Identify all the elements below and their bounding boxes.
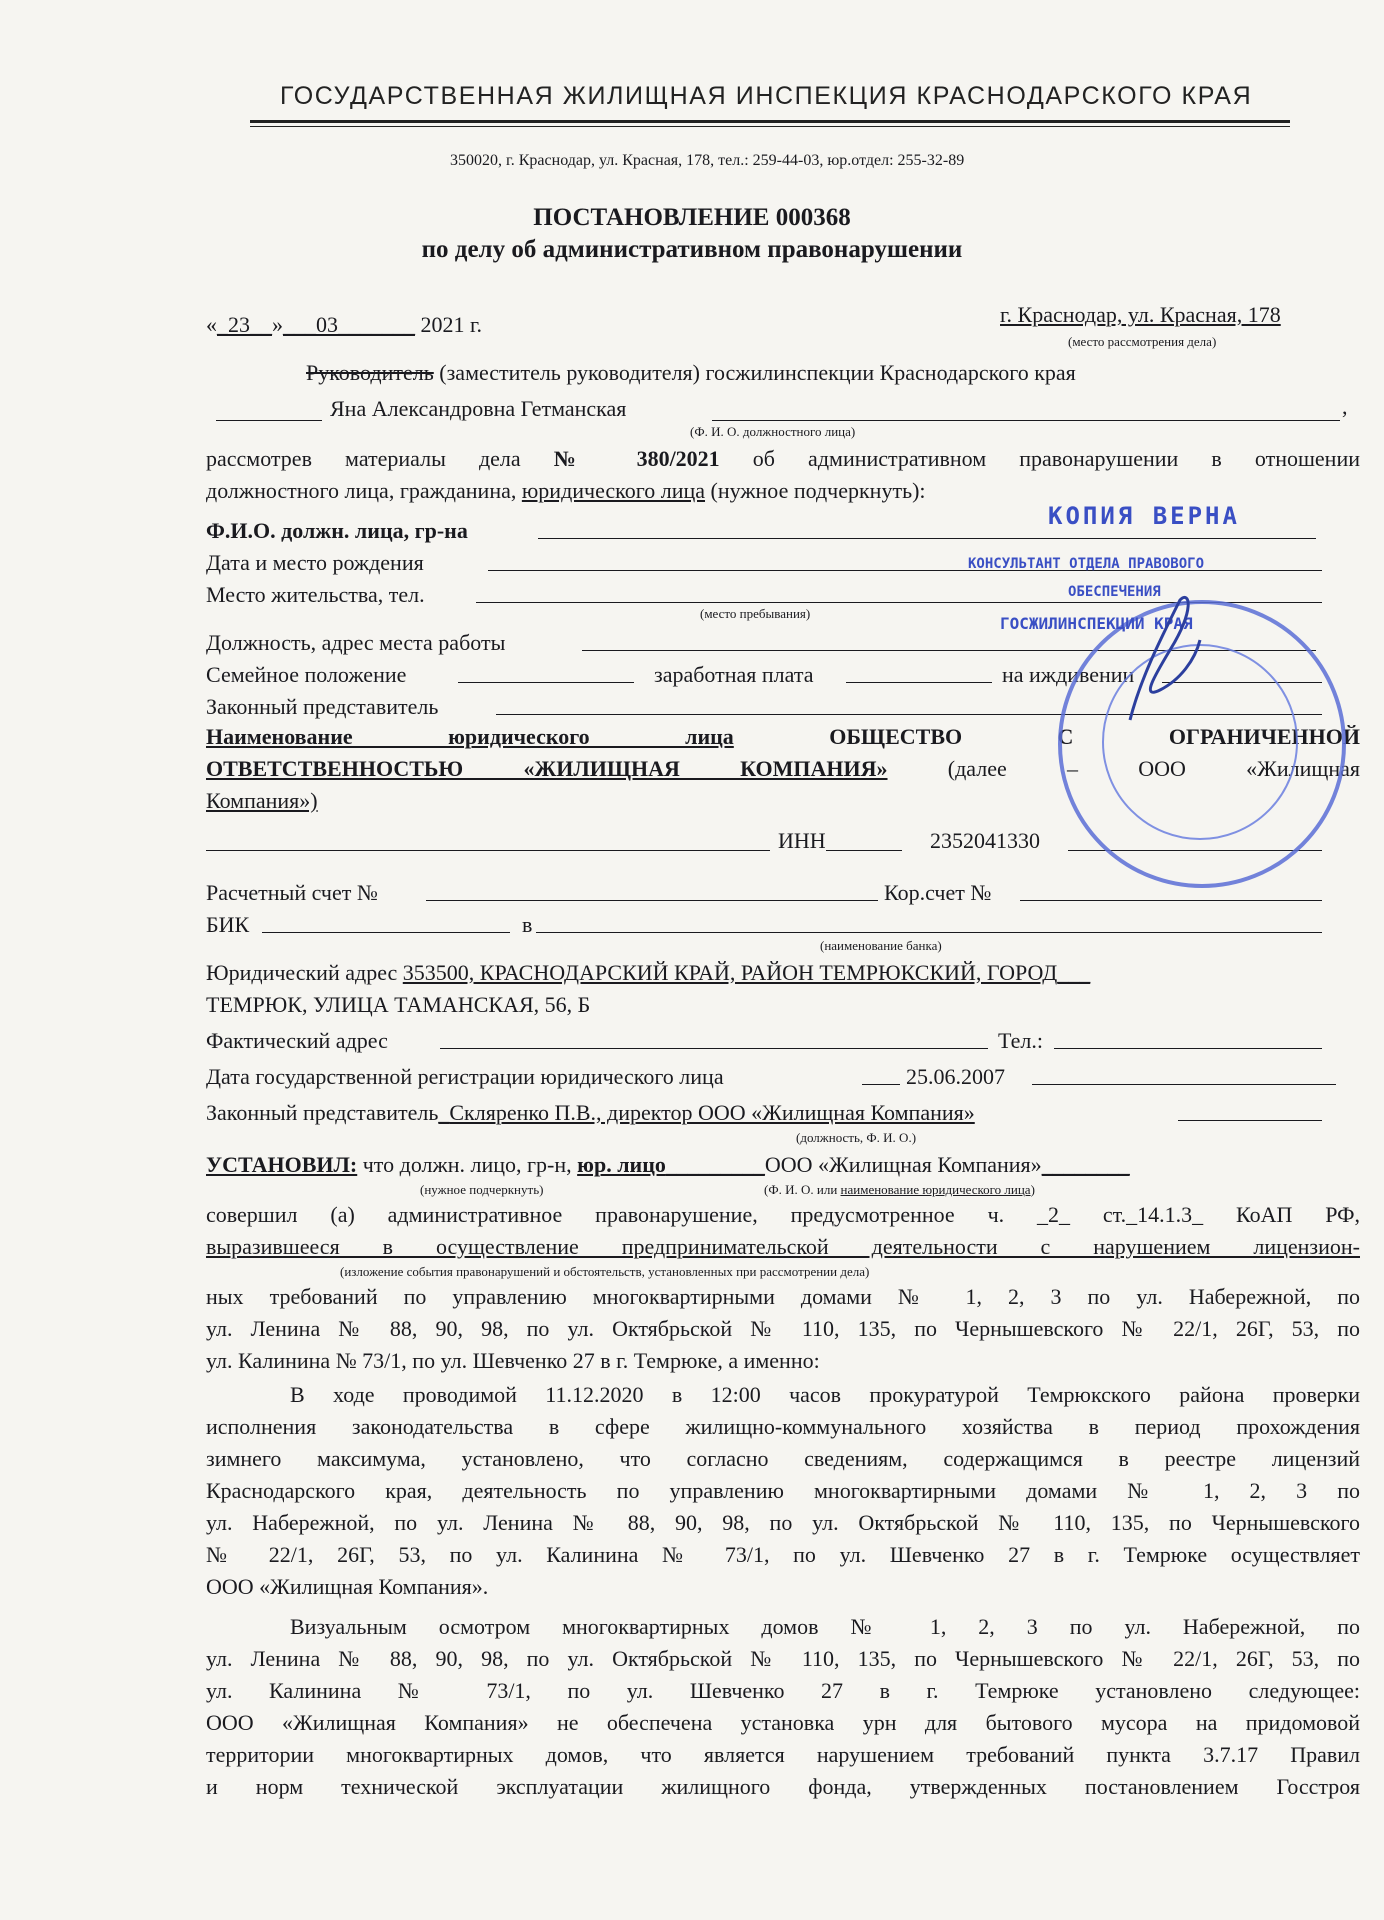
violation-line-3: ных требований по управлению многоквартирными домами № 1, 2, 3 по ул. Набережной, по: [206, 1284, 1360, 1309]
account-line: [426, 900, 878, 901]
official-comma: ,: [1342, 394, 1348, 419]
para1-line: исполнения законодательства в сфере жилищно-коммунального хозяйства в период прохождения: [206, 1414, 1360, 1439]
tel-label: Тел.:: [998, 1028, 1043, 1053]
official-blank-line: [216, 420, 322, 421]
intro-line-1: рассмотрев материалы дела № 380/2021 об административном правонарушении в отношении: [206, 446, 1360, 471]
stamp-consultant: КОНСУЛЬТАНТ ОТДЕЛА ПРАВОВОГО: [968, 556, 1205, 572]
tel-line: [1054, 1048, 1322, 1049]
stamp-support: ОБЕСПЕЧЕНИЯ: [1068, 584, 1161, 600]
legal-name-line-2: ОТВЕТСТВЕННОСТЬЮ «ЖИЛИЩНАЯ КОМПАНИЯ» (далее – ООО «Жилищная: [206, 756, 1360, 781]
legal-rep-caption: (должность, Ф. И. О.): [796, 1130, 917, 1145]
legal-address-line-1: Юридический адрес 353500, КРАСНОДАРСКИЙ КРАЙ, РАЙОН ТЕМРЮКСКИЙ, ГОРОД___: [206, 960, 1091, 985]
violation-line-2: выразившееся в осуществление предпринимательской деятельности с нарушением лицензион-: [206, 1234, 1360, 1259]
fio-label: Ф.И.О. должн. лица, гр-на: [206, 518, 468, 543]
para2-line: территории многоквартирных домов, что является нарушением требований пункта 3.7.17 Правил: [206, 1742, 1360, 1767]
legal-name-line-1: Наименование юридического лица ОБЩЕСТВО С ОГРАНИЧЕННОЙ: [206, 724, 1360, 749]
para1-line: зимнего максимума, установлено, что согласно сведениям, содержащимся в реестре лицензий: [206, 1446, 1360, 1471]
residence-caption: (место пребывания): [700, 606, 811, 621]
header-rule-thin: [250, 126, 1290, 127]
bik-line: [262, 932, 510, 933]
official-name-line: [712, 420, 1340, 421]
corr-label: Кор.счет №: [884, 880, 992, 905]
person-rep-label: Законный представитель: [206, 694, 439, 719]
salary-line: [846, 682, 992, 683]
legal-rep: Законный представитель_Скляренко П.В., директор ООО «Жилищная Компания»: [206, 1100, 975, 1125]
para2-line: и норм технической эксплуатации жилищного фонда, утвержденных постановлением Госстроя: [206, 1774, 1360, 1799]
doc-title: ПОСТАНОВЛЕНИЕ 000368: [533, 204, 851, 231]
reg-date: 25.06.2007: [906, 1064, 1005, 1089]
actual-address-line: [440, 1048, 988, 1049]
reg-label: Дата государственной регистрации юридического лица: [206, 1064, 724, 1089]
salary-label: заработная плата: [654, 662, 814, 687]
established-line: УСТАНОВИЛ: что должн. лицо, гр-н, юр. лицо_________ООО «Жилищная Компания»________: [206, 1152, 1130, 1177]
signature-mark: [1100, 580, 1220, 740]
para1-line: Краснодарского края, деятельность по управлению многоквартирными домами № 1, 2, 3 по: [206, 1478, 1360, 1503]
established-caption-2: (Ф. И. О. или наименование юридического лица): [764, 1182, 1035, 1197]
inn-label: ИНН: [778, 828, 826, 853]
official-name: Яна Александровна Гетманская: [330, 396, 627, 421]
para2-line: ул. Ленина № 88, 90, 98, по ул. Октябрьской № 110, 135, по Чернышевского № 22/1, 26Г, 53, по: [206, 1646, 1360, 1671]
violation-line-1: совершил (а) административное правонарушение, предусмотренное ч. _2_ ст._14.1.3_ КоАП РФ,: [206, 1202, 1360, 1227]
corr-line: [1020, 900, 1322, 901]
position-label: Должность, адрес места работы: [206, 630, 506, 655]
dependents-label: на иждивении: [1002, 662, 1135, 687]
fio-line: [538, 538, 1316, 539]
violation-line-4: ул. Ленина № 88, 90, 98, по ул. Октябрьской № 110, 135, по Чернышевского № 22/1, 26Г, 53, по: [206, 1316, 1360, 1341]
violation-line-5: ул. Калинина № 73/1, по ул. Шевченко 27 в г. Темрюке, а именно:: [206, 1348, 820, 1373]
reg-gap-line: [862, 1084, 900, 1085]
account-label: Расчетный счет №: [206, 880, 378, 905]
reg-tail-line: [1032, 1084, 1336, 1085]
bank-in-label: в: [522, 912, 533, 937]
stamp-inspection: ГОСЖИЛИНСПЕКЦИИ КРАЯ: [1000, 614, 1193, 633]
bank-line: [536, 932, 1322, 933]
para1-line: В ходе проводимой 11.12.2020 в 12:00 часов прокуратурой Темрюкского района проверки: [290, 1382, 1360, 1407]
stamp-copy-true: КОПИЯ ВЕРНА: [1048, 502, 1240, 530]
bik-label: БИК: [206, 912, 250, 937]
inn-gap-line: [826, 850, 902, 851]
org-address: 350020, г. Краснодар, ул. Красная, 178, тел.: 259-44-03, юр.отдел: 255-32-89: [450, 152, 965, 169]
family-line: [458, 682, 634, 683]
para1-line: ул. Набережной, по ул. Ленина № 88, 90, 98, по ул. Октябрьской № 110, 135, по Чернышевского: [206, 1510, 1360, 1535]
inn-value: 2352041330: [930, 828, 1040, 853]
org-header: ГОСУДАРСТВЕННАЯ ЖИЛИЩНАЯ ИНСПЕКЦИЯ КРАСНОДАРСКОГО КРАЯ: [280, 82, 1253, 110]
para2-line: Визуальным осмотром многоквартирных домов № 1, 2, 3 по ул. Набережной, по: [290, 1614, 1360, 1639]
para2-line: ул. Калинина № 73/1, по ул. Шевченко 27 в г. Темрюке установлено следующее:: [206, 1678, 1360, 1703]
doc-subtitle: по делу об административном правонарушении: [421, 236, 963, 263]
place-caption: (место рассмотрения дела): [1068, 334, 1217, 349]
place-value: г. Краснодар, ул. Красная, 178: [1000, 302, 1281, 327]
birth-label: Дата и место рождения: [206, 550, 424, 575]
para1-line: ООО «Жилищная Компания».: [206, 1574, 489, 1599]
para2-line: ООО «Жилищная Компания» не обеспечена установка урн для бытового мусора на придомовой: [206, 1710, 1360, 1735]
family-label: Семейное положение: [206, 662, 407, 687]
official-role: Руководитель (заместитель руководителя) госжилинспекции Краснодарского края: [306, 360, 1076, 385]
header-rule-thick: [250, 120, 1290, 123]
doc-date: «_23__»___03_______ 2021 г.: [206, 312, 483, 337]
legal-name-extra-line: [206, 850, 770, 851]
bank-caption: (наименование банка): [820, 938, 942, 953]
official-caption: (Ф. И. О. должностного лица): [690, 424, 856, 439]
residence-label: Место жительства, тел.: [206, 582, 425, 607]
legal-rep-tail-line: [1178, 1120, 1322, 1121]
established-caption-1: (нужное подчеркнуть): [420, 1182, 544, 1197]
actual-address-label: Фактический адрес: [206, 1028, 388, 1053]
para1-line: № 22/1, 26Г, 53, по ул. Калинина № 73/1, по ул. Шевченко 27 в г. Темрюке осуществляет: [206, 1542, 1360, 1567]
intro-line-2: должностного лица, гражданина, юридического лица (нужное подчеркнуть):: [206, 478, 926, 503]
legal-address-line-2: ТЕМРЮК, УЛИЦА ТАМАНСКАЯ, 56, Б: [206, 992, 591, 1017]
violation-caption: (изложение события правонарушений и обстоятельств, установленных при рассмотрении дела): [340, 1264, 870, 1279]
legal-name-line-3: Компания»): [206, 788, 318, 813]
